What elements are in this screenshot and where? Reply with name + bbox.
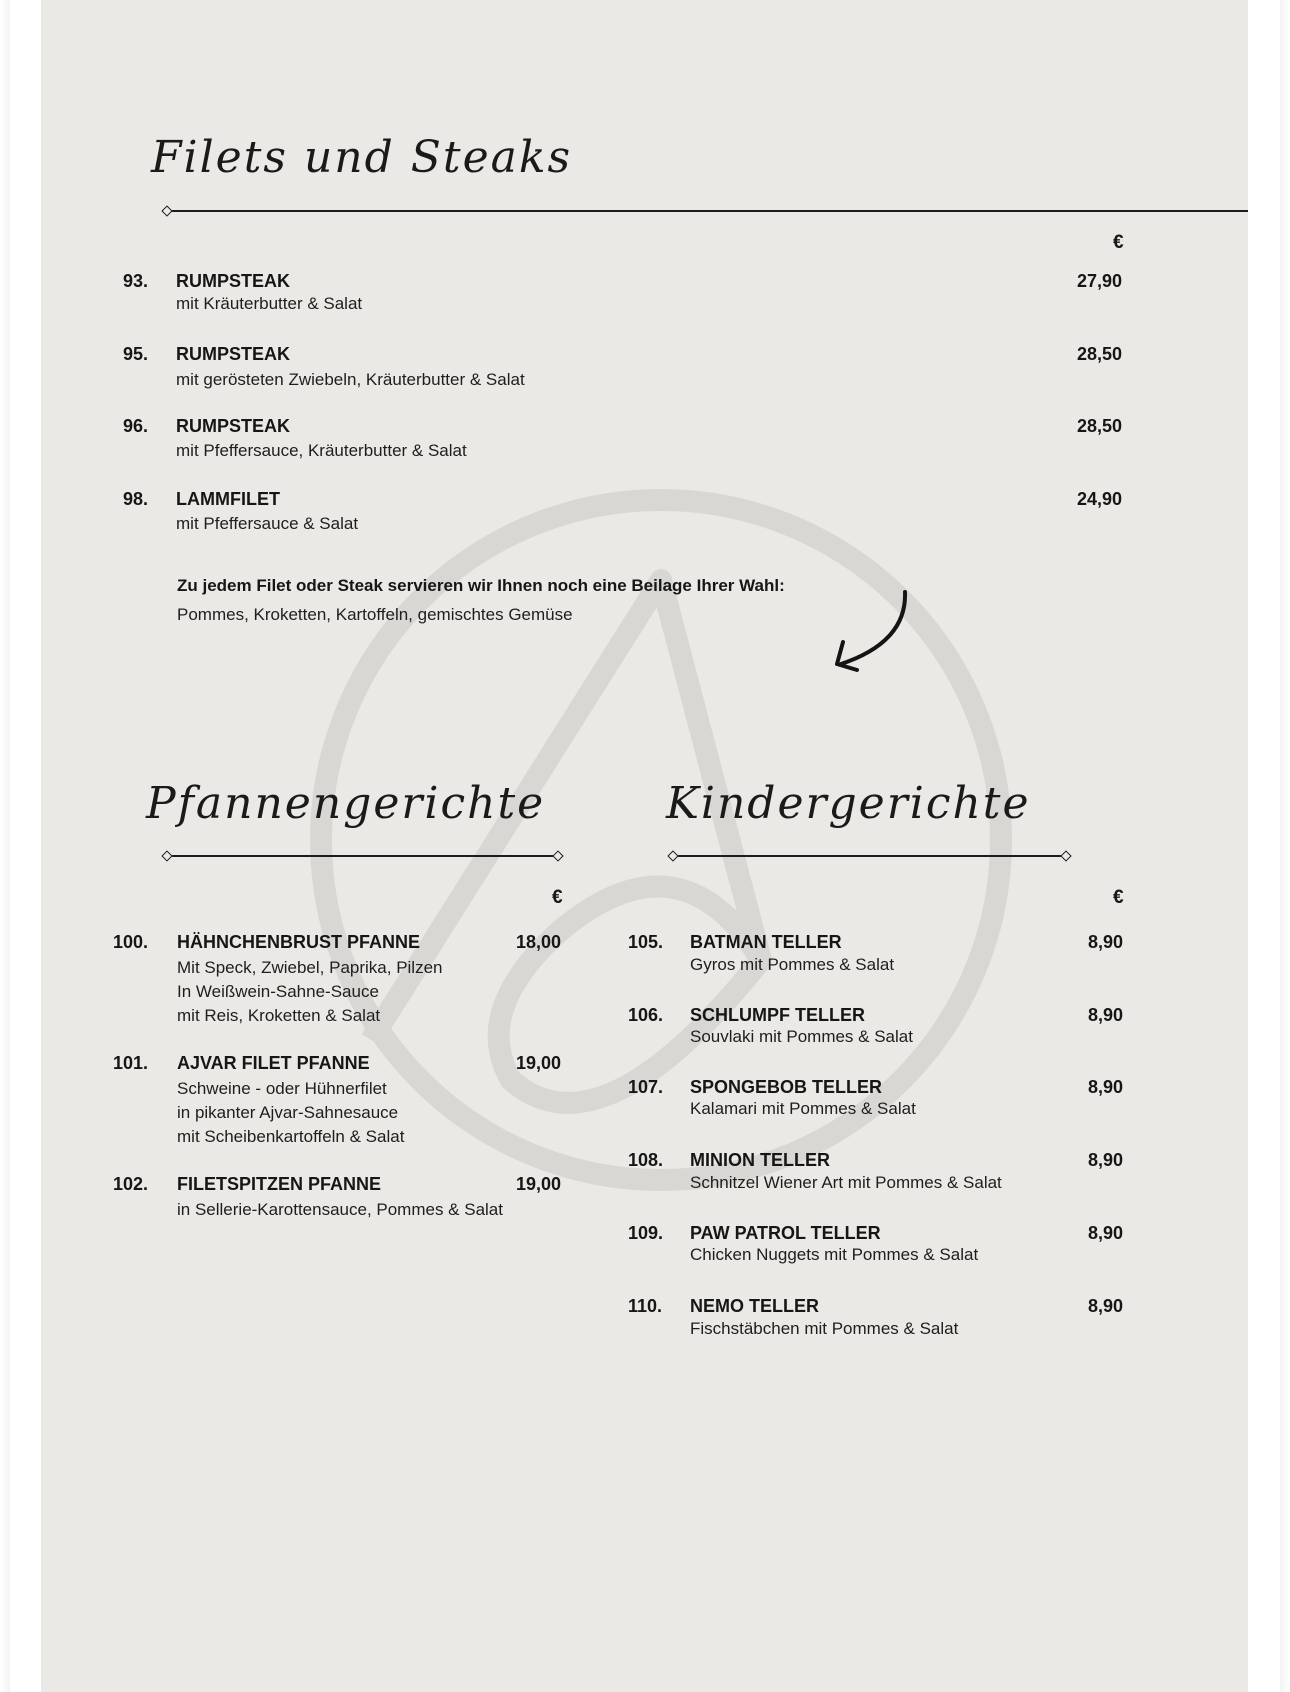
item-number: 101. (113, 1053, 149, 1073)
item-description: mit Pfeffersauce & Salat (176, 514, 359, 533)
item-price: 28,50 (1077, 344, 1123, 364)
item-name: RUMPSTEAK (176, 271, 291, 291)
item-price: 28,50 (1077, 416, 1123, 436)
item-price: 8,90 (1088, 1223, 1124, 1243)
item-name: MINION TELLER (690, 1150, 830, 1170)
side-dish-note-text: Pommes, Kroketten, Kartoffeln, gemischtes Gemüse (177, 605, 573, 624)
item-price: 24,90 (1077, 489, 1123, 509)
item-name: HÄHNCHENBRUST PFANNE (177, 932, 421, 952)
item-description: Mit Speck, Zwiebel, Paprika, Pilzen (177, 958, 443, 977)
item-price: 19,00 (516, 1053, 562, 1073)
item-number: 95. (123, 344, 149, 364)
item-description: Kalamari mit Pommes & Salat (690, 1099, 916, 1118)
section-title-kinder: Kindergerichte (666, 778, 1031, 829)
item-name: SCHLUMPF TELLER (690, 1005, 865, 1025)
item-number: 96. (123, 416, 149, 436)
menu-page (41, 0, 1248, 1692)
item-name: FILETSPITZEN PFANNE (177, 1174, 382, 1194)
item-name: RUMPSTEAK (176, 416, 291, 436)
item-description: Schweine - oder Hühnerfilet (177, 1079, 387, 1098)
section-title-pfannen: Pfannengerichte (146, 778, 546, 829)
currency-label: € (552, 887, 563, 908)
item-price: 8,90 (1088, 1296, 1124, 1316)
item-number: 105. (628, 932, 664, 952)
item-description: Chicken Nuggets mit Pommes & Salat (690, 1245, 979, 1264)
side-dish-note-title: Zu jedem Filet oder Steak servieren wir Ihnen noch eine Beilage Ihrer Wahl: (177, 576, 785, 595)
currency-label: € (1113, 232, 1124, 253)
item-description: in pikanter Ajvar-Sahnesauce (177, 1103, 399, 1122)
section-divider (169, 210, 1248, 212)
section-divider (675, 855, 1069, 857)
item-name: RUMPSTEAK (176, 344, 291, 364)
item-description: In Weißwein-Sahne-Sauce (177, 982, 379, 1001)
item-description: Fischstäbchen mit Pommes & Salat (690, 1319, 959, 1338)
item-price: 8,90 (1088, 1150, 1124, 1170)
item-name: NEMO TELLER (690, 1296, 819, 1316)
item-number: 108. (628, 1150, 664, 1170)
item-description: mit Reis, Kroketten & Salat (177, 1006, 381, 1025)
item-number: 102. (113, 1174, 149, 1194)
item-number: 93. (123, 271, 149, 291)
item-description: in Sellerie-Karottensauce, Pommes & Salat (177, 1200, 503, 1219)
item-price: 19,00 (516, 1174, 562, 1194)
item-number: 106. (628, 1005, 664, 1025)
item-name: PAW PATROL TELLER (690, 1223, 881, 1243)
item-number: 107. (628, 1077, 664, 1097)
item-description: mit Scheibenkartoffeln & Salat (177, 1127, 405, 1146)
item-description: Gyros mit Pommes & Salat (690, 955, 895, 974)
page-edge-left (0, 0, 10, 1692)
item-price: 27,90 (1077, 271, 1123, 291)
item-description: mit Kräuterbutter & Salat (176, 294, 363, 313)
item-name: LAMMFILET (176, 489, 280, 509)
currency-label: € (1113, 887, 1124, 908)
item-name: AJVAR FILET PFANNE (177, 1053, 370, 1073)
item-price: 18,00 (516, 932, 562, 952)
item-number: 109. (628, 1223, 664, 1243)
item-number: 110. (628, 1296, 663, 1316)
item-price: 8,90 (1088, 1005, 1124, 1025)
item-number: 100. (113, 932, 149, 952)
item-number: 98. (123, 489, 149, 509)
section-title-filets: Filets und Steaks (151, 132, 573, 183)
item-description: Souvlaki mit Pommes & Salat (690, 1027, 913, 1046)
curved-arrow-icon (801, 586, 911, 676)
item-description: mit gerösteten Zwiebeln, Kräuterbutter & Salat (176, 370, 525, 389)
item-description: mit Pfeffersauce, Kräuterbutter & Salat (176, 441, 467, 460)
page-edge-right (1280, 0, 1290, 1692)
item-description: Schnitzel Wiener Art mit Pommes & Salat (690, 1173, 1002, 1192)
item-name: BATMAN TELLER (690, 932, 842, 952)
section-divider (169, 855, 561, 857)
logo-watermark (41, 0, 1248, 1692)
item-price: 8,90 (1088, 1077, 1124, 1097)
item-price: 8,90 (1088, 932, 1124, 952)
item-name: SPONGEBOB TELLER (690, 1077, 883, 1097)
